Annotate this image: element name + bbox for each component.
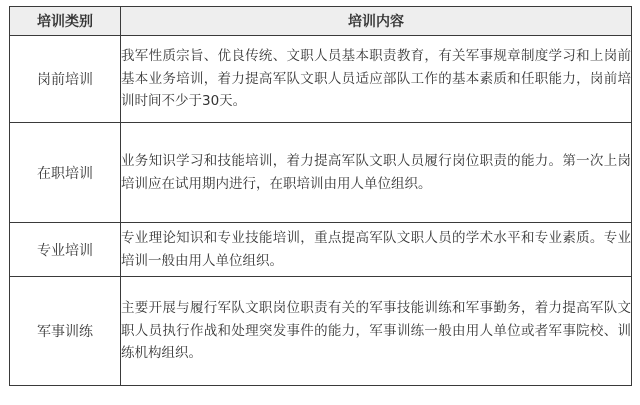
category-cell: 专业培训 — [10, 223, 121, 277]
content-cell: 业务知识学习和技能培训，着力提高军队文职人员履行岗位职责的能力。第一次上岗培训应在试用期内进行，在职培训由用人单位组织。 — [121, 123, 632, 223]
header-category: 培训类别 — [10, 7, 121, 36]
category-cell: 在职培训 — [10, 123, 121, 223]
header-content: 培训内容 — [121, 7, 632, 36]
training-table — [9, 6, 632, 386]
content-cell: 我军性质宗旨、优良传统、文职人员基本职责教育，有关军事规章制度学习和上岗前基本业务培训，着力提高军队文职人员适应部队工作的基本素质和任职能力，岗前培训时间不少于30天。 — [121, 36, 632, 123]
table-row — [10, 123, 632, 223]
table-row — [10, 223, 632, 277]
table-body — [10, 36, 632, 386]
content-cell: 主要开展与履行军队文职岗位职责有关的军事技能训练和军事勤务，着力提高军队文职人员执行作战和处理突发事件的能力，军事训练一般由用人单位或者军事院校、训练机构组织。 — [121, 277, 632, 386]
header-row — [10, 7, 632, 36]
content-cell: 专业理论知识和专业技能培训，重点提高军队文职人员的学术水平和专业素质。专业培训一般由用人单位组织。 — [121, 223, 632, 277]
category-cell: 岗前培训 — [10, 36, 121, 123]
category-cell: 军事训练 — [10, 277, 121, 386]
table-header — [10, 7, 632, 36]
table-row — [10, 36, 632, 123]
table-row — [10, 277, 632, 386]
